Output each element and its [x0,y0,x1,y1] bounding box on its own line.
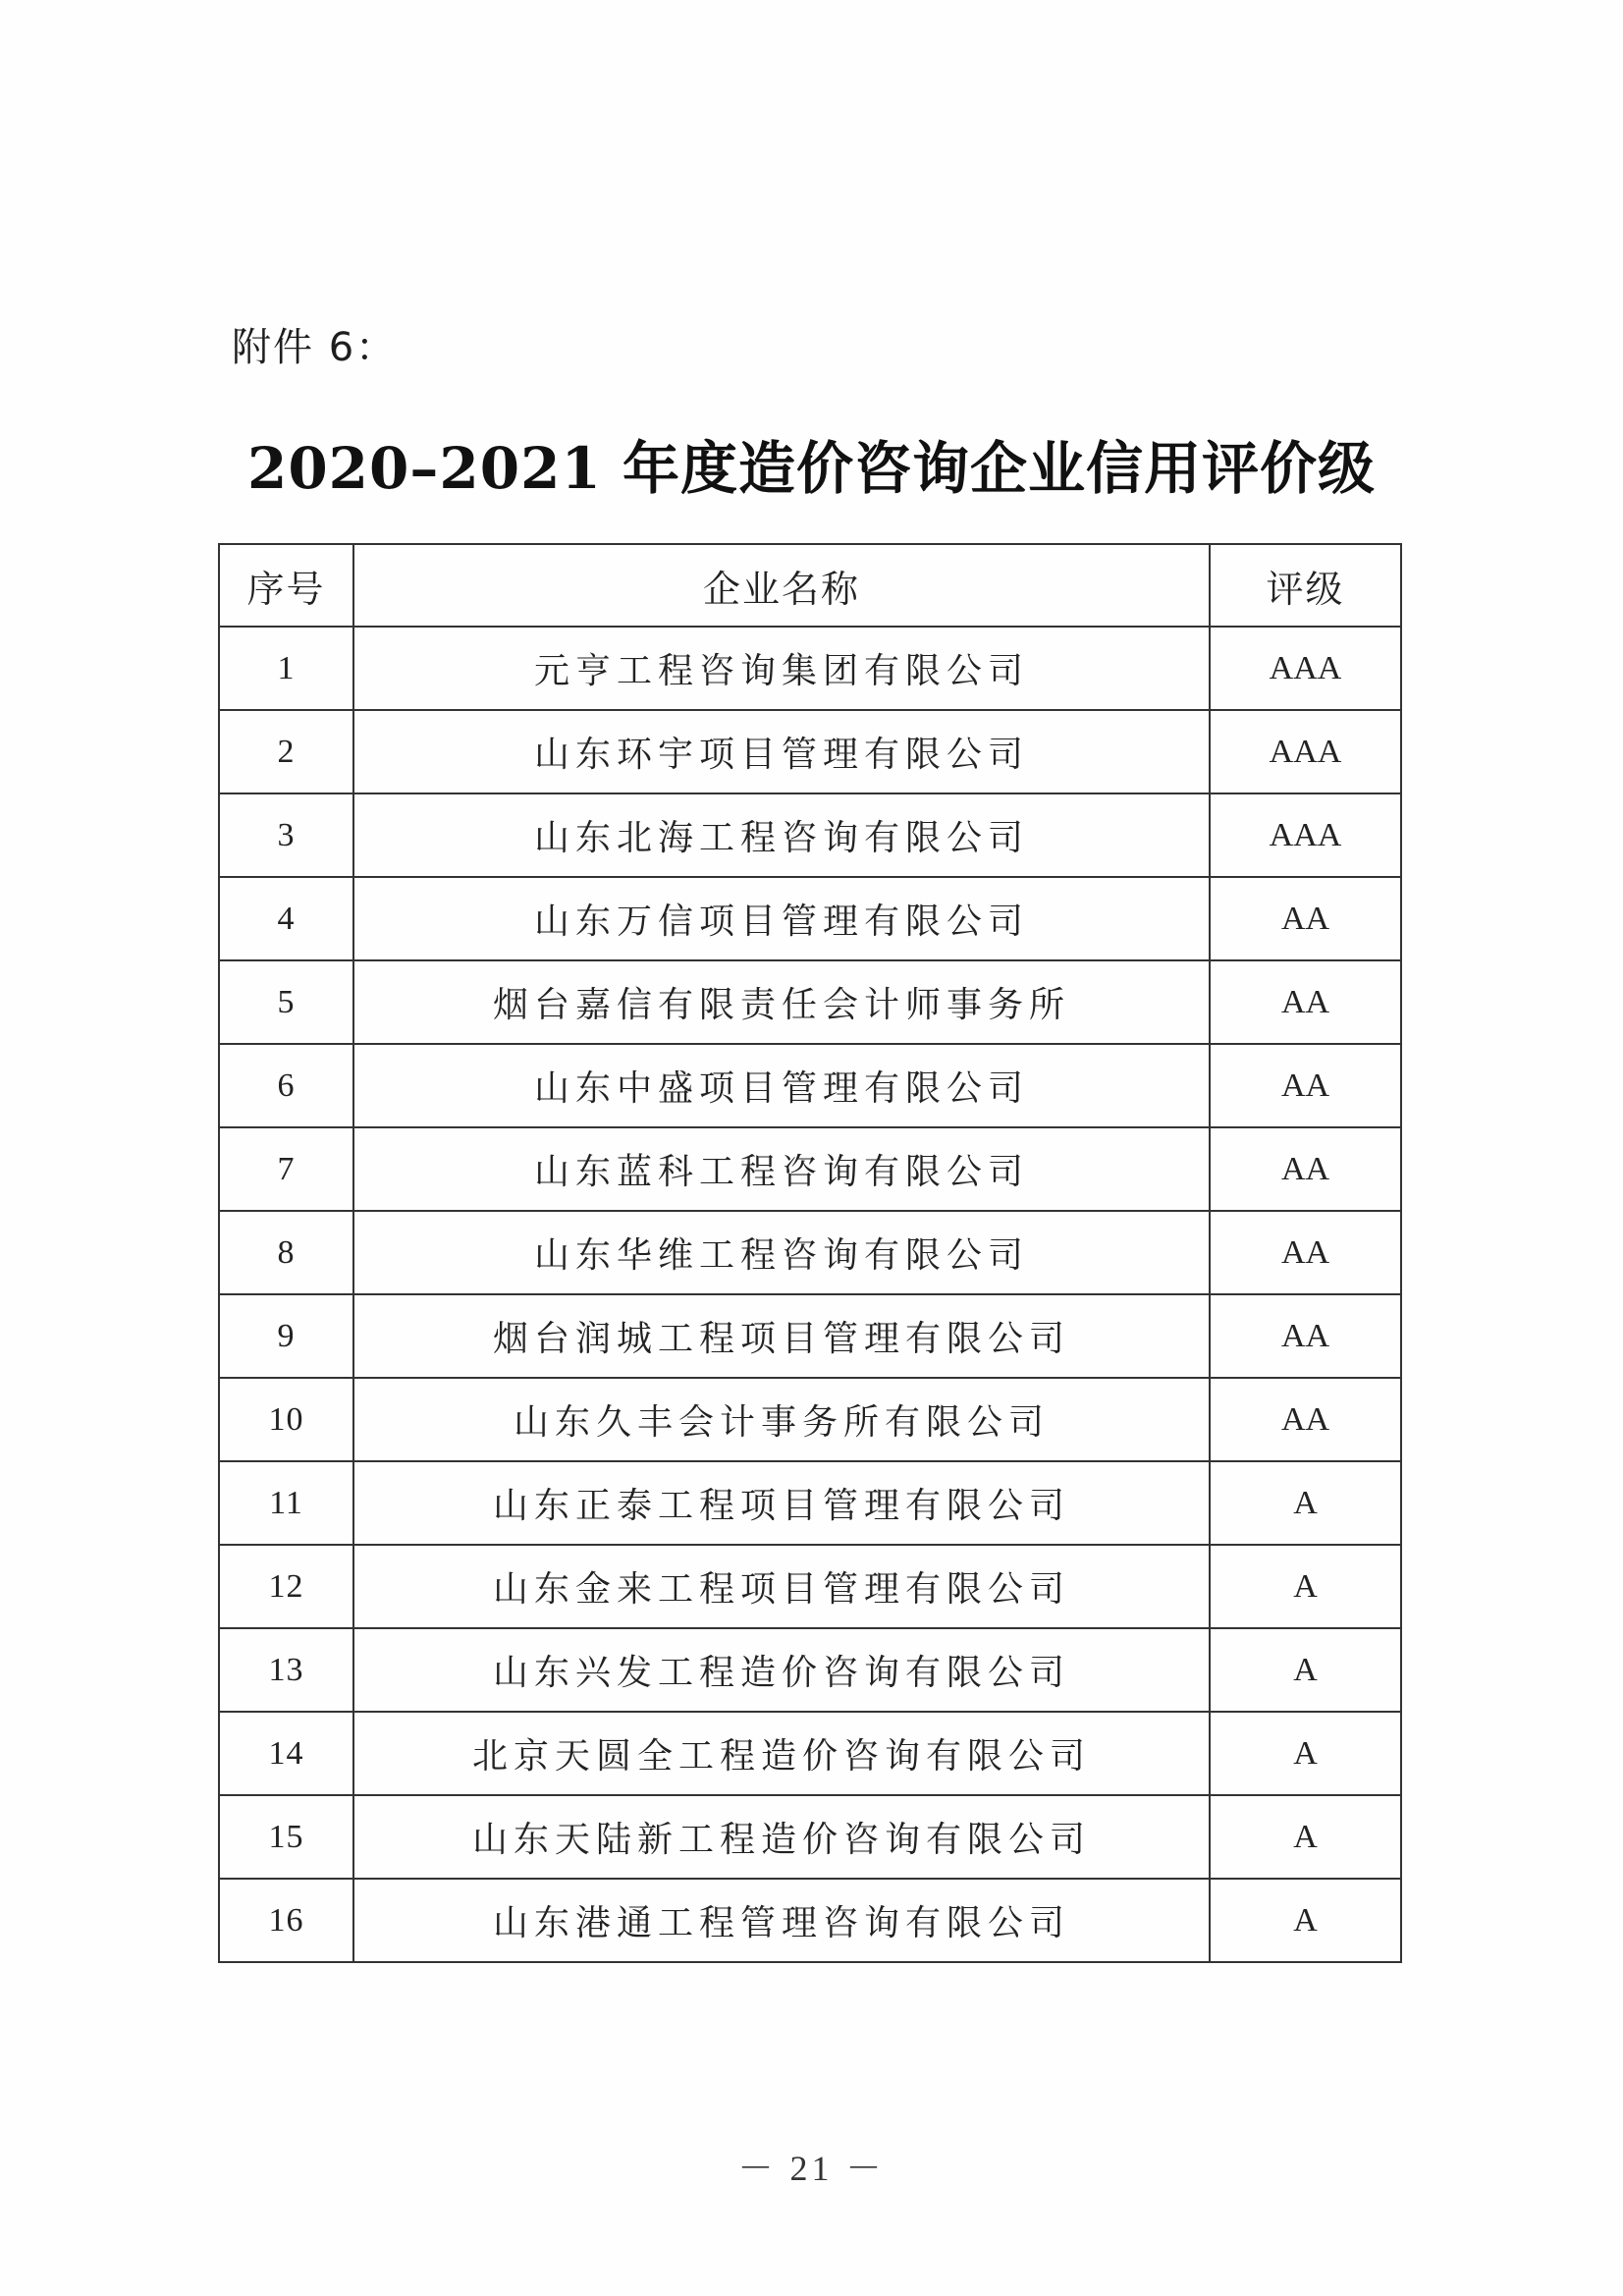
row-no: 12 [219,1545,353,1628]
row-grade: AAA [1210,710,1401,793]
row-grade: AA [1210,1294,1401,1378]
table-row [219,1378,1401,1461]
row-grade: A [1210,1795,1401,1879]
row-company-name: 山东中盛项目管理有限公司 [353,1044,1210,1127]
row-no: 1 [219,627,353,710]
row-company-name: 山东兴发工程造价咨询有限公司 [353,1628,1210,1712]
row-no: 3 [219,793,353,877]
table-row [219,1712,1401,1795]
header-grade: 评级 [1210,544,1401,627]
row-no: 6 [219,1044,353,1127]
row-grade: A [1210,1628,1401,1712]
table-row [219,1461,1401,1545]
row-company-name: 山东港通工程管理咨询有限公司 [353,1879,1210,1962]
table-row [219,1127,1401,1211]
table-row [219,1628,1401,1712]
table-row [219,1795,1401,1879]
document-title: 2020–2021 年度造价咨询企业信用评价级 [246,435,1377,502]
table-row [219,793,1401,877]
row-no: 13 [219,1628,353,1712]
row-grade: AA [1210,960,1401,1044]
table-row [219,710,1401,793]
row-grade: A [1210,1712,1401,1795]
table-row [219,1044,1401,1127]
row-company-name: 烟台润城工程项目管理有限公司 [353,1294,1210,1378]
row-no: 4 [219,877,353,960]
row-company-name: 山东北海工程咨询有限公司 [353,793,1210,877]
row-no: 9 [219,1294,353,1378]
row-no: 10 [219,1378,353,1461]
row-company-name: 元亨工程咨询集团有限公司 [353,627,1210,710]
row-grade: AA [1210,1378,1401,1461]
row-company-name: 山东环宇项目管理有限公司 [353,710,1210,793]
credit-rating-table [218,543,1402,1963]
row-no: 2 [219,710,353,793]
row-company-name: 北京天圆全工程造价咨询有限公司 [353,1712,1210,1795]
table-row [219,627,1401,710]
row-grade: AA [1210,1211,1401,1294]
table-row [219,1211,1401,1294]
row-no: 8 [219,1211,353,1294]
row-grade: AA [1210,1127,1401,1211]
table-row [219,1879,1401,1962]
table-row [219,1545,1401,1628]
row-grade: AA [1210,1044,1401,1127]
row-company-name: 山东正泰工程项目管理有限公司 [353,1461,1210,1545]
row-company-name: 山东华维工程咨询有限公司 [353,1211,1210,1294]
row-grade: A [1210,1461,1401,1545]
row-company-name: 山东天陆新工程造价咨询有限公司 [353,1795,1210,1879]
attachment-label: 附件 6： [232,325,398,370]
table-row [219,960,1401,1044]
row-company-name: 山东久丰会计事务所有限公司 [353,1378,1210,1461]
header-row [219,544,1401,627]
row-grade: AA [1210,877,1401,960]
table-body [219,627,1401,1962]
row-no: 11 [219,1461,353,1545]
row-no: 14 [219,1712,353,1795]
row-no: 15 [219,1795,353,1879]
row-grade: A [1210,1545,1401,1628]
header-company-name: 企业名称 [353,544,1210,627]
row-company-name: 烟台嘉信有限责任会计师事务所 [353,960,1210,1044]
row-company-name: 山东蓝科工程咨询有限公司 [353,1127,1210,1211]
row-company-name: 山东金来工程项目管理有限公司 [353,1545,1210,1628]
row-grade: AAA [1210,627,1401,710]
table-row [219,877,1401,960]
row-no: 16 [219,1879,353,1962]
row-grade: A [1210,1879,1401,1962]
table-header [219,544,1401,627]
page-number: － 21 － [737,2149,886,2188]
row-no: 5 [219,960,353,1044]
row-no: 7 [219,1127,353,1211]
row-company-name: 山东万信项目管理有限公司 [353,877,1210,960]
table-row [219,1294,1401,1378]
header-no: 序号 [219,544,353,627]
row-grade: AAA [1210,793,1401,877]
